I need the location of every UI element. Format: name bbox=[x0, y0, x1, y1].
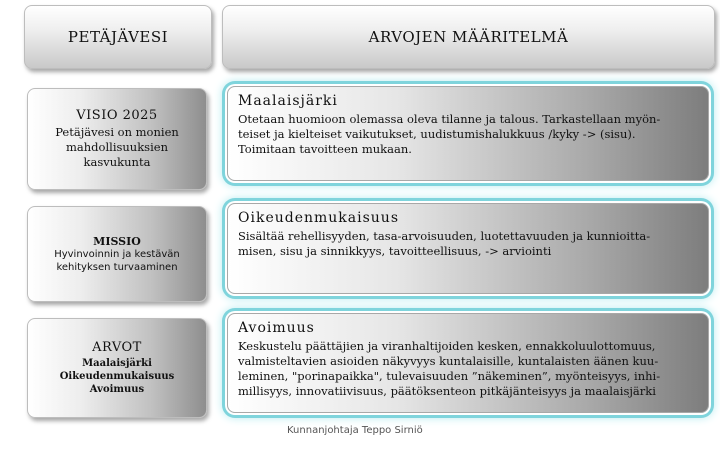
arvot-item-3: Avoimuus bbox=[89, 384, 145, 395]
arvot-item-1: Maalaisjärki bbox=[82, 358, 152, 369]
arvot-item-2: Oikeudenmukaisuus bbox=[59, 371, 175, 382]
visio-line-1: Petäjävesi on monien bbox=[55, 125, 179, 139]
visio-box bbox=[27, 88, 207, 190]
value-title-avoimuus: Avoimuus bbox=[238, 320, 315, 336]
value-line: Sisältää rehellisyyden, tasa-arvoisuuden, luotettavuuden ja kunnioitta- bbox=[238, 229, 651, 243]
visio-title: VISIO 2025 bbox=[76, 108, 158, 123]
visio-line-3: kasvukunta bbox=[83, 155, 151, 169]
value-box-oikeudenmukaisuus bbox=[227, 203, 709, 294]
missio-line-1: Hyvinvoinnin ja kestävän bbox=[54, 248, 180, 260]
footer-author: Kunnanjohtaja Teppo Sirniö bbox=[287, 425, 423, 436]
value-line: Toimitaan tavoitteen mukaan. bbox=[238, 142, 412, 156]
value-line: teiset ja kielteiset vaikutukset, uudistumishalukkuus /kyky -> (sisu). bbox=[238, 127, 636, 141]
value-box-maalaisjarki bbox=[227, 86, 709, 181]
value-title-oikeudenmukaisuus: Oikeudenmukaisuus bbox=[238, 210, 400, 226]
value-box-avoimuus bbox=[227, 313, 709, 413]
value-line: valmisteltavien asioiden näkyvyys kuntalaisille, kuntalaisten äänen kuu- bbox=[238, 354, 659, 368]
value-line: millisyys, innovatiivisuus, päätöksenteon pitkäjänteisyys ja maalaisjärki bbox=[238, 384, 656, 398]
header-left-title: PETÄJÄVESI bbox=[67, 28, 169, 46]
value-line: misen, sisu ja sinnikkyys, tavoitteellisuus, -> arviointi bbox=[238, 244, 552, 258]
missio-line-2: kehityksen turvaaminen bbox=[56, 261, 178, 273]
value-line: Keskustelu päättäjien ja viranhaltijoiden kesken, ennakkoluulottomuus, bbox=[238, 339, 656, 353]
value-title-maalaisjarki: Maalaisjärki bbox=[238, 93, 338, 109]
value-line: Otetaan huomioon olemassa oleva tilanne ja talous. Tarkastellaan myön- bbox=[238, 112, 661, 126]
arvot-box bbox=[27, 318, 207, 418]
header-petajavesi bbox=[24, 5, 212, 69]
header-right-title: ARVOJEN MÄÄRITELMÄ bbox=[368, 28, 569, 46]
value-line: leminen, "porinapaikka", tulevaisuuden ”näkeminen”, myönteisyys, inhi- bbox=[238, 369, 661, 383]
header-arvojen-maaritelma bbox=[222, 5, 715, 69]
visio-line-2: mahdollisuuksien bbox=[66, 140, 168, 154]
missio-title: MISSIO bbox=[93, 234, 141, 248]
arvot-title: ARVOT bbox=[92, 340, 142, 355]
missio-box bbox=[27, 206, 207, 302]
